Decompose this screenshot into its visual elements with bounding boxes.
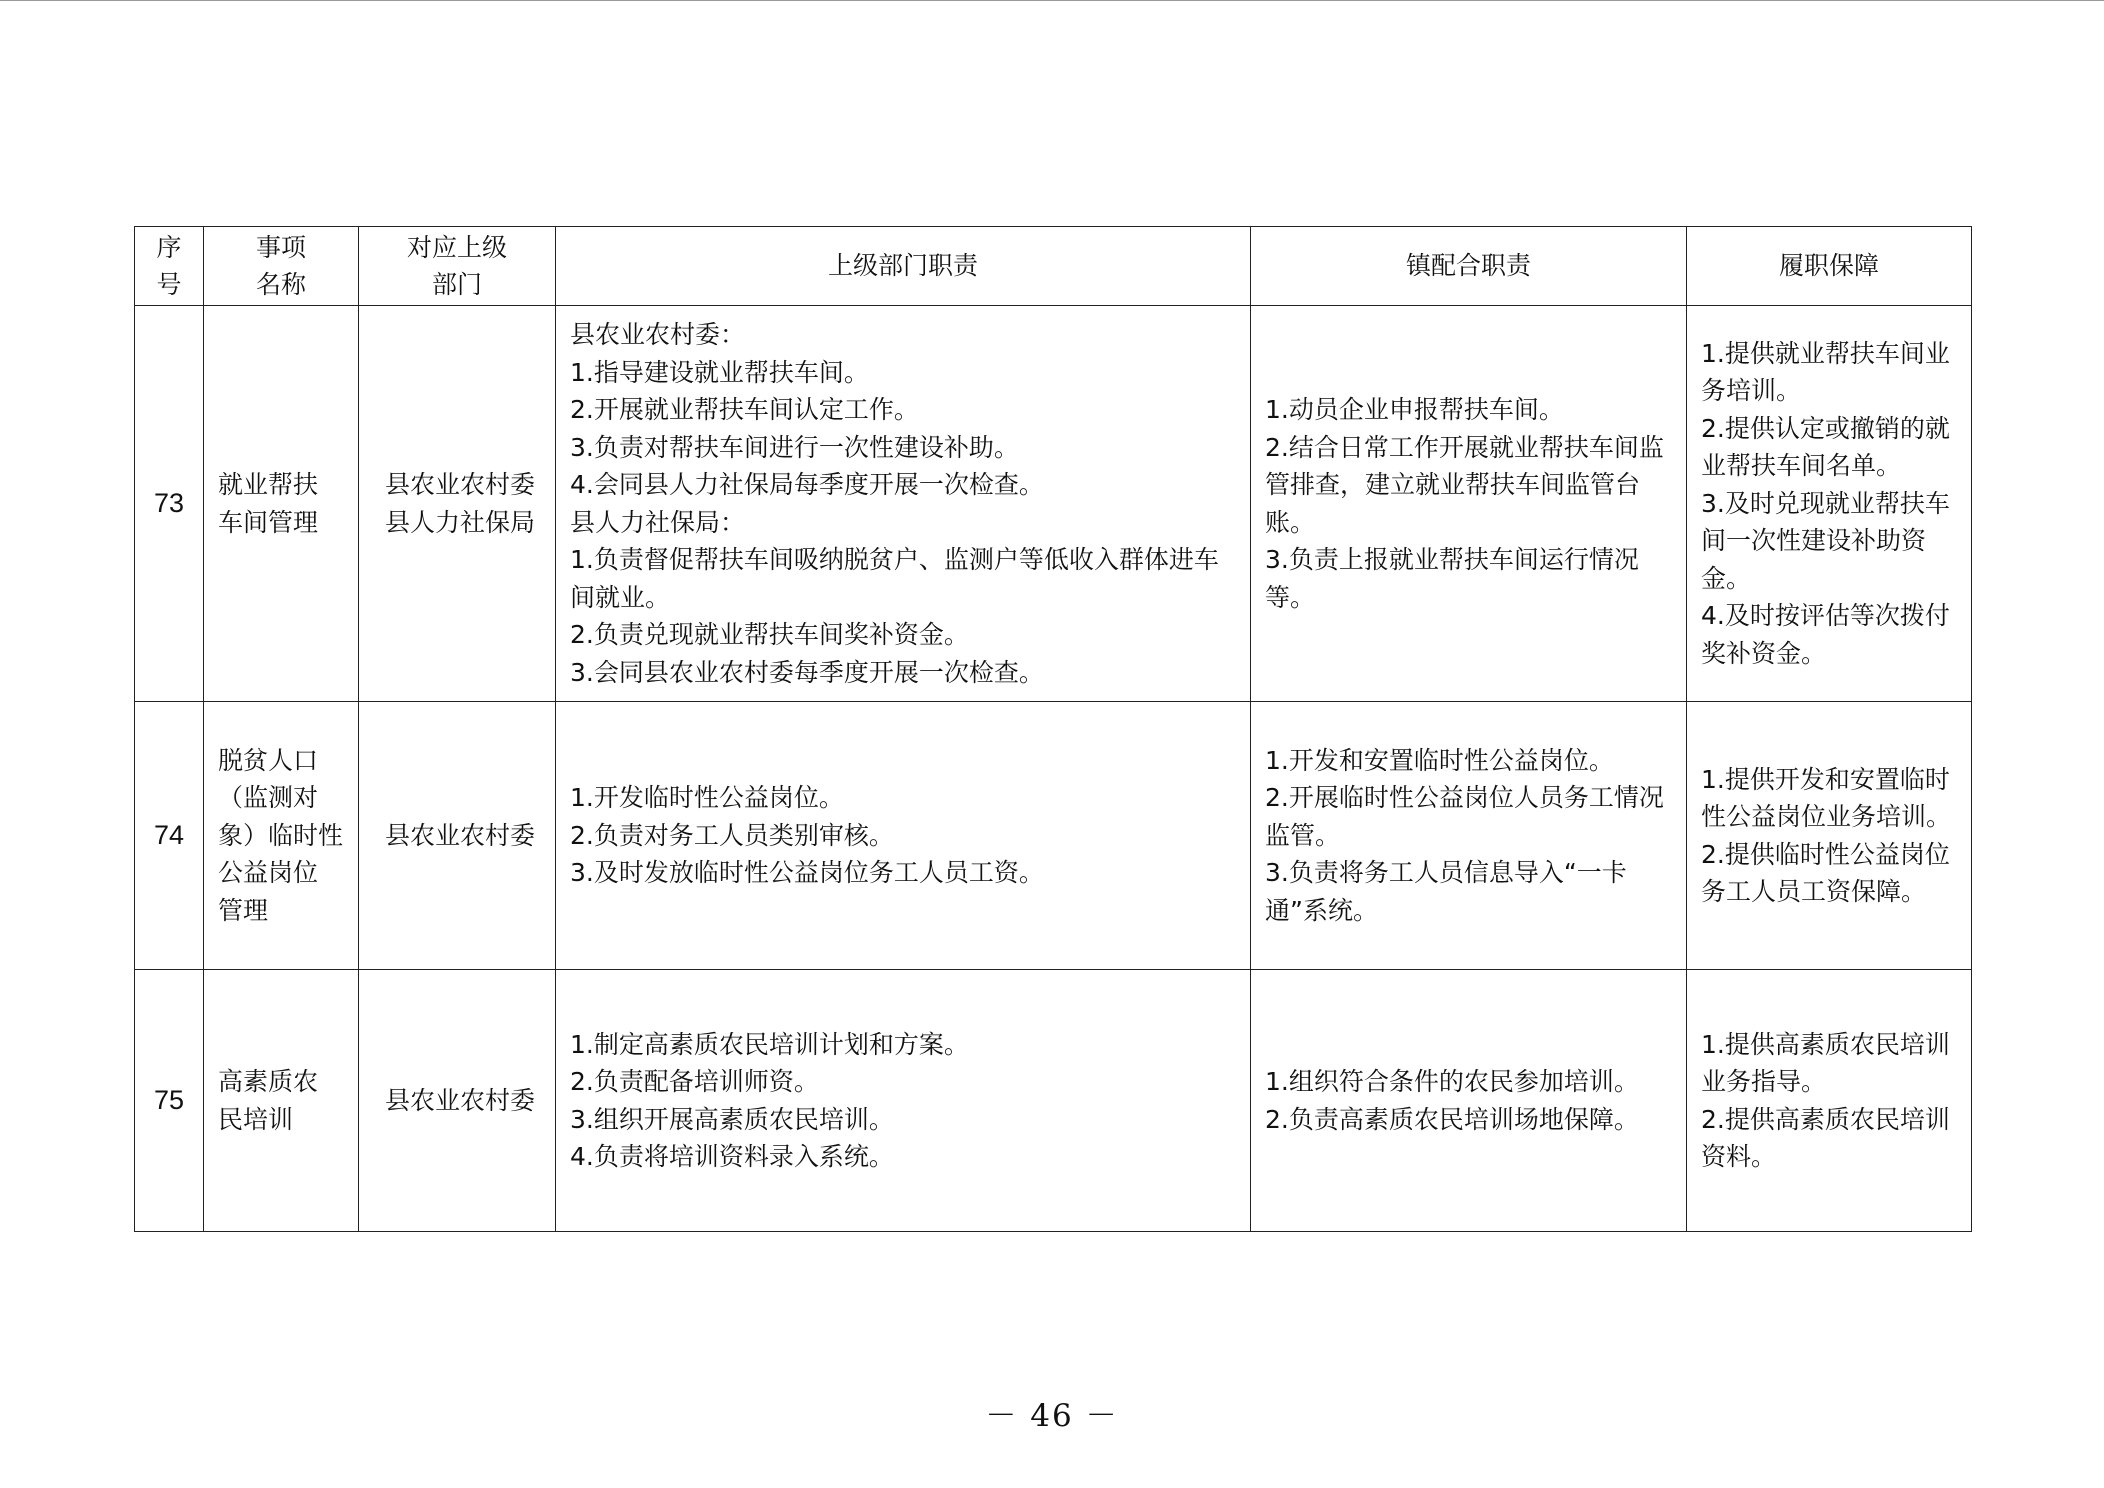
cell-line: 1.开发和安置临时性公益岗位。	[1265, 745, 1614, 775]
cell-line: 2.提供临时性公益岗位务工人员工资保障。	[1701, 839, 1950, 906]
table-body	[135, 306, 1972, 1232]
cell-line: 1.组织符合条件的农民参加培训。	[1265, 1067, 1639, 1096]
header-text: 对应上级	[406, 232, 507, 262]
cell-line: 县农业农村委	[384, 1085, 535, 1115]
cell-line: 4.负责将培训资料录入系统。	[570, 1142, 894, 1171]
row-seq-number: 74	[135, 702, 204, 970]
header-department	[359, 227, 556, 306]
row-seq-number: 75	[135, 970, 204, 1232]
header-text: 部门	[431, 270, 482, 299]
cell-line: 3.负责上报就业帮扶车间运行情况等。	[1265, 545, 1639, 612]
row-guarantees	[1687, 970, 1972, 1232]
cell-line: 就业帮扶	[218, 470, 319, 499]
cell-line: 1.动员企业申报帮扶车间。	[1265, 395, 1564, 424]
cell-line: 2.开展临时性公益岗位人员务工情况监管。	[1265, 783, 1664, 850]
cell-line: 3.会同县农业农村委每季度开展一次检查。	[570, 657, 1044, 687]
cell-line: 3.负责对帮扶车间进行一次性建设补助。	[570, 432, 1019, 462]
cell-line: 县人力社保局：	[570, 507, 746, 537]
row-departments	[359, 306, 556, 702]
cell-line: 3.及时兑现就业帮扶车间一次性建设补助资金。	[1701, 488, 1950, 593]
header-item-name	[204, 227, 359, 306]
header-text: 号	[156, 270, 182, 299]
cell-line: 2.结合日常工作开展就业帮扶车间监管排查，建立就业帮扶车间监管台账。	[1265, 432, 1664, 537]
row-town-duties	[1251, 970, 1687, 1232]
cell-line: 公益岗位	[218, 858, 319, 888]
cell-line: 县农业农村委	[384, 470, 535, 499]
cell-line: 县农业农村委	[384, 820, 535, 850]
cell-line: 1.提供高素质农民培训业务指导。	[1701, 1029, 1950, 1096]
cell-line: 1.负责督促帮扶车间吸纳脱贫户、监测户等低收入群体进车间就业。	[570, 545, 1219, 612]
row-departments	[359, 702, 556, 970]
cell-line: 2.负责对务工人员类别审核。	[570, 820, 894, 850]
cell-line: 4.会同县人力社保局每季度开展一次检查。	[570, 470, 1044, 499]
header-guarantees	[1687, 227, 1972, 306]
cell-line: 1.提供就业帮扶车间业务培训。	[1701, 338, 1950, 406]
cell-line: 高素质农	[218, 1067, 319, 1096]
header-town-duties	[1251, 227, 1687, 306]
duty-table	[134, 226, 1972, 1232]
top-border-line	[0, 0, 2104, 1]
row-superior-duties	[556, 970, 1251, 1232]
cell-line: 县农业农村委：	[570, 320, 746, 349]
row-town-duties	[1251, 306, 1687, 702]
cell-line: 1.提供开发和安置临时性公益岗位业务培训。	[1701, 764, 1952, 831]
table-row	[135, 306, 1972, 702]
row-guarantees	[1687, 702, 1972, 970]
cell-line: 民培训	[218, 1104, 294, 1134]
cell-line: 车间管理	[218, 507, 319, 537]
cell-line: 管理	[218, 895, 269, 925]
page-number: － 46 －	[985, 1398, 1119, 1434]
cell-line: 3.及时发放临时性公益岗位务工人员工资。	[570, 858, 1044, 888]
cell-line: 3.组织开展高素质农民培训。	[570, 1104, 894, 1134]
header-text: 履职保障	[1778, 251, 1879, 281]
row-item-name	[204, 970, 359, 1232]
row-departments	[359, 970, 556, 1232]
header-text: 事项	[255, 232, 306, 262]
cell-line: 1.制定高素质农民培训计划和方案。	[570, 1029, 969, 1059]
table-row	[135, 702, 1972, 970]
cell-line: 3.负责将务工人员信息导入“一卡通”系统。	[1265, 858, 1627, 925]
header-seq	[135, 227, 204, 306]
cell-line: 1.指导建设就业帮扶车间。	[570, 357, 869, 387]
cell-line: 4.及时按评估等次拨付奖补资金。	[1701, 601, 1950, 668]
cell-line: 1.开发临时性公益岗位。	[570, 783, 844, 813]
header-text: 序	[156, 232, 182, 262]
row-superior-duties	[556, 306, 1251, 702]
header-text: 镇配合职责	[1405, 251, 1531, 281]
cell-line: 2.提供认定或撤销的就业帮扶车间名单。	[1701, 413, 1950, 481]
cell-line: 象）临时性	[218, 820, 344, 850]
row-seq-number: 73	[135, 306, 204, 702]
header-text: 名称	[255, 270, 306, 299]
cell-line: 2.负责兑现就业帮扶车间奖补资金。	[570, 620, 969, 649]
table-row	[135, 970, 1972, 1232]
cell-line: （监测对	[218, 783, 319, 813]
row-superior-duties	[556, 702, 1251, 970]
row-guarantees	[1687, 306, 1972, 702]
cell-line: 县人力社保局	[384, 507, 535, 537]
cell-line: 2.负责高素质农民培训场地保障。	[1265, 1104, 1639, 1134]
cell-line: 2.开展就业帮扶车间认定工作。	[570, 395, 919, 424]
cell-line: 脱贫人口	[218, 745, 319, 775]
header-text: 上级部门职责	[827, 251, 978, 281]
row-item-name	[204, 306, 359, 702]
header-superior-duties	[556, 227, 1251, 306]
row-item-name	[204, 702, 359, 970]
row-town-duties	[1251, 702, 1687, 970]
cell-line: 2.提供高素质农民培训资料。	[1701, 1104, 1950, 1171]
header-row	[135, 227, 1972, 306]
cell-line: 2.负责配备培训师资。	[570, 1067, 819, 1096]
